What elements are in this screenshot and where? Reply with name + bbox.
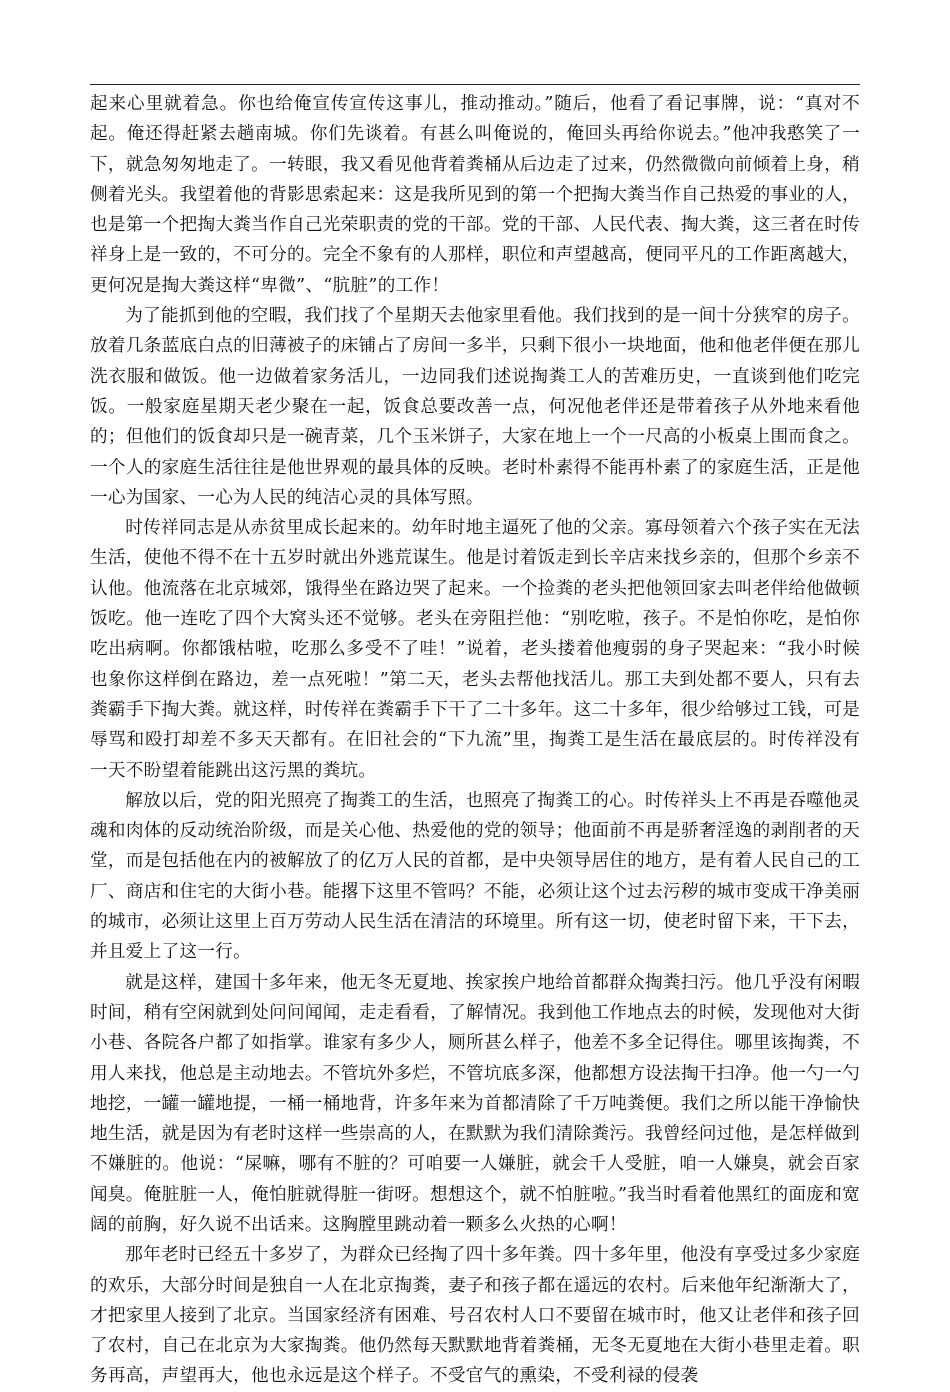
paragraph-1: 起来心里就着急。你也给俺宣传宣传这事儿，推动推动。”随后，他看了看记事牌，说：“真对不起。俺还得赶紧去趟南城。你们先谈着。有甚么叫俺说的，俺回头再给你说去。”他冲我憨笑了一下，就急匆匆地走了。一转眼，我又看见他背着粪桶从后边走了过来，仍然微微向前倾着上身，稍侧着光头。我望着他的背影思索起来：这是我所见到的第一个把掏大粪当作自己热爱的事业的人，也是第一个把掏大粪当作自己光荣职责的党的干部。党的干部、人民代表、掏大粪，这三者在时传祥身上是一致的，不可分的。完全不象有的人那样，职位和声望越高，便同平凡的工作距离越大，更何况是掏大粪这样“卑微”、“肮脏”的工作！ (90, 94, 860, 296)
paragraph-6: 那年老时已经五十多岁了，为群众已经掏了四十多年粪。四十多年里，他没有享受过多少家庭的欢乐，大部分时间是独自一人在北京掏粪，妻子和孩子都在遥远的农村。后来他年纪渐渐大了，才把家里人接到了北京。当国家经济有困难、号召农村人口不要留在城市时，他又让老伴和孩子回了农村，自己在北京为大家掏粪。他仍然每天默默地背着粪桶，无冬无夏地在大街小巷里走着。职务再高，声望再大，他也永远是这个样子。不受官气的熏染，不受利禄的侵袭 (90, 1245, 860, 1387)
paragraph-5: 就是这样，建国十多年来，他无冬无夏地、挨家挨户地给首都群众掏粪扫污。他几乎没有闲暇时间，稍有空闲就到处问问闻闻，走走看看，了解情况。我到他工作地点去的时候，发现他对大街小巷、各院各户都了如指掌。谁家有多少人，厕所甚么样子，他差不多全记得住。哪里该掏粪，不用人来找，他总是主动地去。不管坑外多烂，不管坑底多深，他都想方设法掏干扫净。他一勺一勺地挖，一罐一罐地提，一桶一桶地背，许多年来为首都清除了千万吨粪便。我们之所以能干净愉快地生活，就是因为有老时这样一些崇高的人，在默默为我们清除粪污。我曾经问过他，是怎样做到不嫌脏的。他说：“屎嘛，哪有不脏的？可咱要一人嫌脏，就会千人受脏，咱一人嫌臭，就会百家闻臭。俺脏脏一人，俺怕脏就得脏一街呀。想想这个，就不怕脏啦。”我当时看着他黑红的面庞和宽阔的前胸，好久说不出话来。这胸膛里跳动着一颗多么火热的心啊！ (90, 972, 860, 1235)
header-rule (90, 84, 860, 85)
paragraph-2: 为了能抓到他的空暇，我们找了个星期天去他家里看他。我们找到的是一间十分狭窄的房子。放着几条蓝底白点的旧薄被子的床铺占了房间一多半，只剩下很小一块地面，他和他老伴便在那儿洗衣服和做饭。他一边做着家务活儿，一边同我们述说掏粪工人的苦难历史，一直谈到他们吃完饭。一般家庭星期天老少聚在一起，饭食总要改善一点，何况他老伴还是带着孩子从外地来看他的；但他们的饭食却只是一碗青菜，几个玉米饼子，大家在地上一个一尺高的小板桌上围而食之。一个人的家庭生活往往是他世界观的最具体的反映。老时朴素得不能再朴素了的家庭生活，正是他一心为国家、一心为人民的纯洁心灵的具体写照。 (90, 306, 860, 508)
paragraph-4: 解放以后，党的阳光照亮了掏粪工的生活，也照亮了掏粪工的心。时传祥头上不再是吞噬他灵魂和肉体的反动统治阶级，而是关心他、热爱他的党的领导；他面前不再是骄奢淫逸的剥削者的天堂，而是包括他在内的被解放了的亿万人民的首都，是中央领导居住的地方，是有着人民自己的工厂、商店和住宅的大街小巷。能撂下这里不管吗？不能，必须让这个过去污秽的城市变成干净美丽的城市，必须让这里上百万劳动人民生活在清洁的环境里。所有这一切，使老时留下来，干下去，并且爱上了这一行。 (90, 790, 860, 963)
document-page (90, 84, 860, 1392)
paragraph-3: 时传祥同志是从赤贫里成长起来的。幼年时地主逼死了他的父亲。寡母领着六个孩子实在无法生活，使他不得不在十五岁时就出外逃荒谋生。他是讨着饭走到长辛店来找乡亲的，但那个乡亲不认他。他流落在北京城郊，饿得坐在路边哭了起来。一个捡粪的老头把他领回家去叫老伴给他做顿饭吃。他一连吃了四个大窝头还不觉够。老头在旁阻拦他：“别吃啦，孩子。不是怕你吃，是怕你吃出病啊。你都饿枯啦，吃那么多受不了哇！”说着，老头搂着他瘦弱的身子哭起来：“我小时候也象你这样倒在路边，差一点死啦！”第二天，老头去帮他找活儿。那工夫到处都不要人，只有去粪霸手下掏大粪。就这样，时传祥在粪霸手下干了二十多年。这二十多年，很少给够过工钱，可是辱骂和殴打却差不多天天都有。在旧社会的“下九流”里，掏粪工是生活在最底层的。时传祥没有一天不盼望着能跳出这污黑的粪坑。 (90, 518, 860, 781)
